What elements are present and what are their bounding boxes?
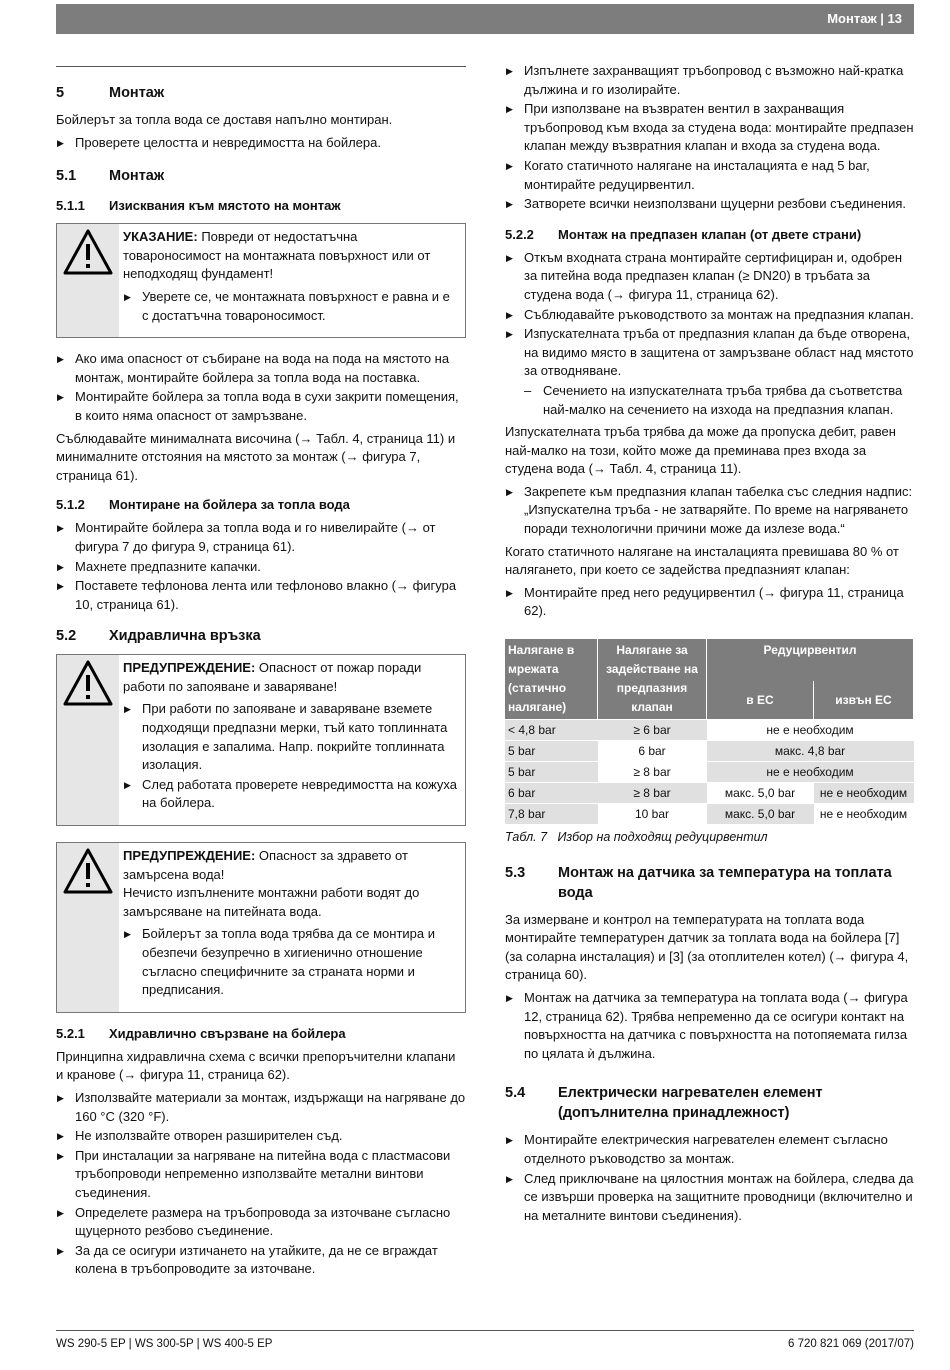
warning-icon (62, 847, 114, 895)
paragraph: Изпускателната тръба трябва да може да пропуска дебит, равен най-малко на този, който може да преминава през входа за студена вода (→ Табл. 4, страница 11). (505, 424, 896, 477)
warning-text: Опасност за здравето от замърсена вода! (123, 848, 408, 882)
header-section: Монтаж (827, 11, 877, 26)
warning-box (56, 654, 466, 826)
paragraph: За измерване и контрол на температурата на топлата вода монтирайте температурен датчик за топлата вода на бойлера [7] (за соларна инсталация) и [3] (за отоплителен котел) (→ фигура 4, страница 60). (505, 911, 909, 983)
heading-5-4: 5.4 Електрически нагревателен елемент (допълнителна принадлежност) (505, 1085, 823, 1122)
bullet-item: ▶ Махнете предпазните капачки. (56, 558, 466, 577)
table-row: 5 bar ≥ 8 bar не е необходим (505, 762, 914, 783)
column-subheader: извън ЕС (814, 681, 914, 720)
bullet-item: ▶ Изпълнете захранващият тръбопровод с възможно най-кратка дължина и го изолирайте. (505, 62, 914, 99)
heading-5-1-2: 5.1.2 Монтиране на бойлера за топла вода (56, 497, 350, 513)
bullet-item: ▶ Определете размера на тръбопровода за източване съгласно щуцерното резбово съединение. (56, 1204, 466, 1241)
bullet-item: ▶ Поставете тефлонова лента или тефлоново влакно (→ фигура 10, страница 61). (56, 577, 466, 614)
bullet-item: ▶ При използване на възвратен вентил в захранващия тръбопровод към входа за студена вода: монтирайте предпазен клапан между възвратния клапан и входа за студена вода. (505, 100, 914, 156)
warning-icon (62, 228, 114, 276)
bullet-item: ▶ Не използвайте отворен разширителен съд. (56, 1127, 466, 1146)
table-row: 7,8 bar 10 bar макс. 5,0 bar не е необходим (505, 804, 914, 825)
warning-icon (62, 659, 114, 707)
table-row: 5 bar 6 bar макс. 4,8 bar (505, 741, 914, 762)
bullet-item: ▶ Проверете целостта и невредимостта на бойлера. (56, 134, 466, 153)
table-row: 6 bar ≥ 8 bar макс. 5,0 bar не е необходим (505, 783, 914, 804)
heading-5-1: 5.1 Монтаж (56, 168, 165, 185)
bullet-item: ▶ След работата проверете невредимостта на кожуха на бойлера. (123, 776, 457, 813)
page-number: 13 (887, 11, 902, 26)
bullet-item: ▶ Закрепете към предпазния клапан табелка със следния надпис: „Изпускателна тръба - не затваряйте. По време на нагряването поради технологични причини може да излезе вода.“ (505, 483, 914, 539)
notice-label: УКАЗАНИЕ: (123, 229, 198, 245)
paragraph: Когато статичното налягане на инсталацията превишава 80 % от налягането, при което се задейства предпазният клапан: (505, 543, 899, 578)
bullet-item: ▶ Откъм входната страна монтирайте сертифициран и, одобрен за питейна вода предпазен клапан (≥ DN20) в тръбата за студена вода (→ фигура 11, страница 62). (505, 249, 914, 305)
warning-text-2: Нечисто изпълнените монтажни работи водят до замърсяване на питейната вода. (123, 885, 420, 919)
page-header: Монтаж | 13 (56, 4, 914, 34)
paragraph: Бойлерът за топла вода се доставя напълно монтиран. (56, 112, 393, 127)
bullet-item: ▶ Монтаж на датчика за температура на топлата вода (→ фигура 12, страница 62). Трябва непременно да се осигури контакт на повърхността на датчика с повърхността на потопяемата гилза по цялата ѝ дължина. (505, 989, 914, 1063)
paragraph: Съблюдавайте минималната височина (→ Табл. 4, страница 11) и минималните отстояния на мястото за монтаж (→ фигура 7, страница 61). (56, 430, 456, 483)
page-footer (56, 1330, 914, 1354)
footer-models: WS 290-5 EP | WS 300-5P | WS 400-5 EP (56, 1338, 273, 1350)
bullet-item: ▶ Монтирайте пред него редуцирвентил (→ фигура 11, страница 62). (505, 584, 914, 621)
bullet-item: ▶ При инсталации за нагряване на питейна вода с пластмасови тръбопроводи непременно използвайте метални винтови съединения. (56, 1147, 466, 1203)
warning-label: ПРЕДУПРЕЖДЕНИЕ: (123, 848, 256, 864)
paragraph: Принципна хидравлична схема с всички препоръчителни клапани и кранове (→ фигура 11, страница 62). (56, 1048, 456, 1083)
bullet-item: ▶ Монтирайте бойлера за топла вода в сухи закрити помещения, в които няма опасност от замръзване. (56, 388, 466, 425)
column-subheader: в ЕС (707, 681, 814, 720)
bullet-item: ▶ При работи по запояване и заваряване вземете подходящи предпазни мерки, тъй като топлинната изолация е запалима. Напр. покрийте топлинната изолация. (123, 700, 457, 774)
bullet-item: ▶ Съблюдавайте ръководството за монтаж на предпазния клапан. (505, 306, 914, 325)
pressure-reducer-table (505, 639, 914, 824)
heading-5-1-1: 5.1.1 Изисквания към мястото на монтаж (56, 198, 341, 214)
warning-label: ПРЕДУПРЕЖДЕНИЕ: (123, 660, 256, 676)
heading-5-3: 5.3 Монтаж на датчика за температура на топлата вода (505, 864, 892, 901)
notice-text: Повреди от недостатъчна товароносимост на монтажната повърхност или от неподходящ фундамент! (123, 229, 431, 282)
column-header: Налягане за задействане на предпазния клапан (598, 639, 707, 720)
right-column (505, 62, 914, 1229)
notice-box (56, 223, 466, 338)
bullet-item: ▶ Ако има опасност от събиране на вода на пода на мястото на монтаж, монтирайте бойлера за топла вода на поставка. (56, 350, 466, 387)
bullet-item: ▶ След приключване на цялостния монтаж на бойлера, следва да се извърши проверка на защитните проводници (включително и на металните винтови съединения). (505, 1170, 914, 1226)
warning-box (56, 842, 466, 1013)
bullet-item: ▶ Затворете всички неизползвани щуцерни резбови съединения. (505, 195, 914, 214)
footer-doc-number: 6 720 821 069 (2017/07) (788, 1338, 914, 1350)
heading-5: 5 Монтаж (56, 85, 165, 101)
bullet-item: ▶ Използвайте материали за монтаж, издържащи на нагряване до 160 °C (320 °F). (56, 1089, 466, 1126)
heading-5-2: 5.2 Хидравлична връзка (56, 628, 261, 645)
bullet-item: ▶ Уверете се, че монтажната повърхност е равна и е с достатъчна товароносимост. (123, 288, 457, 325)
bullet-item: ▶ Изпускателната тръба от предпазния клапан да бъде отворена, на видимо място в защитена от замръзване област над мястото за отводняване. (505, 325, 914, 381)
bullet-item: ▶ Монтирайте бойлера за топла вода и го нивелирайте (→ от фигура 7 до фигура 9, страница 61). (56, 519, 466, 556)
dash-item: – Сечението на изпускателната тръба трябва да съответства най-малко на сечението на изхода на предпазния клапан. (524, 382, 914, 419)
bullet-item: ▶ Монтирайте електрическия нагревателен елемент съгласно отделното ръководство за монтаж. (505, 1131, 914, 1168)
left-column (56, 66, 466, 1283)
column-header: Налягане в мрежата (статично налягане) (505, 639, 598, 720)
heading-5-2-1: 5.2.1 Хидравлично свързване на бойлера (56, 1025, 346, 1041)
heading-5-2-2: 5.2.2 Монтаж на предпазен клапан (от двете страни) (505, 226, 862, 242)
bullet-item: ▶ За да се осигури изтичането на утайките, да не се вграждат колена в тръбопроводите за източване. (56, 1242, 466, 1279)
bullet-item: ▶ Бойлерът за топла вода трябва да се монтира и обезпечи безупречно в хигиенично отношение съгласно специфичните за страната норми и предписания. (123, 925, 457, 999)
table-caption: Табл. 7 Избор на подходящ редуцирвентил (505, 830, 768, 845)
warning-text: Опасност от пожар поради работи по запояване и заваряване! (123, 660, 422, 694)
column-header: Редуцирвентил (707, 639, 914, 681)
table-row: < 4,8 bar ≥ 6 bar не е необходим (505, 720, 914, 741)
bullet-item: ▶ Когато статичното налягане на инсталацията е над 5 bar, монтирайте редуцирвентил. (505, 157, 914, 194)
